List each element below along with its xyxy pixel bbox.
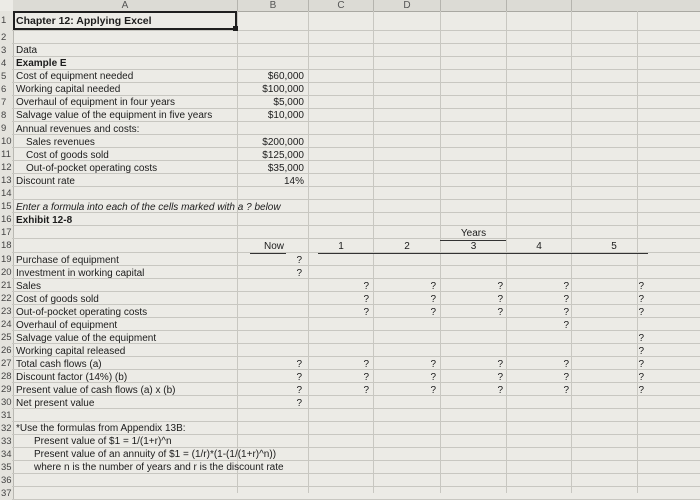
label-salvage-value[interactable]: Salvage value of the equipment (16, 333, 157, 344)
discount-value[interactable]: 14% (283, 176, 304, 187)
note-line-2[interactable]: Present value of $1 = 1/(1+r)^n (34, 436, 172, 447)
row-header[interactable]: 11 (0, 148, 14, 161)
row-header[interactable]: 8 (0, 109, 14, 122)
note-line-3[interactable]: Present value of an annuity of $1 = (1/r)*(1-(1/(1+r)^n)) (34, 449, 277, 460)
row-header[interactable]: 10 (0, 135, 14, 148)
period-now[interactable]: Now (263, 241, 284, 252)
formula-placeholder-cell[interactable]: ? (497, 385, 503, 396)
period-3[interactable]: 3 (470, 241, 477, 252)
column-header-b[interactable]: B (238, 0, 309, 12)
row-header[interactable]: 26 (0, 344, 14, 357)
row-header[interactable]: 17 (0, 226, 14, 239)
column-header-d[interactable]: D (374, 0, 441, 12)
formula-placeholder-cell[interactable]: ? (563, 359, 569, 370)
formula-placeholder-cell[interactable]: ? (638, 346, 644, 357)
formula-placeholder-cell[interactable]: ? (638, 385, 644, 396)
row-header[interactable]: 32 (0, 422, 14, 435)
row-header[interactable]: 34 (0, 448, 14, 461)
formula-placeholder-cell[interactable]: ? (296, 385, 302, 396)
row-header[interactable]: 27 (0, 357, 14, 370)
grid-line (12, 474, 700, 487)
grid-line (12, 409, 700, 422)
row-header[interactable]: 30 (0, 396, 14, 409)
period-1[interactable]: 1 (338, 241, 344, 252)
formula-placeholder-cell[interactable]: ? (497, 281, 503, 292)
row-header[interactable]: 24 (0, 318, 14, 331)
row-header[interactable]: 20 (0, 266, 14, 279)
formula-placeholder-cell[interactable]: ? (296, 372, 302, 383)
annual-label-oop[interactable]: Out-of-pocket operating costs (26, 163, 158, 174)
row-header[interactable]: 36 (0, 474, 14, 487)
row-header[interactable]: 25 (0, 331, 14, 344)
formula-placeholder-cell[interactable]: ? (363, 281, 369, 292)
row-header[interactable]: 33 (0, 435, 14, 448)
grid-line (12, 187, 700, 200)
input-value-overhaul[interactable]: $5,000 (273, 97, 304, 108)
row-header[interactable]: 15 (0, 200, 14, 213)
label-present-value-cash-flows[interactable]: Present value of cash flows (a) x (b) (16, 385, 176, 396)
fill-handle[interactable] (233, 26, 238, 31)
row-header[interactable]: 6 (0, 83, 14, 96)
label-discount-factor[interactable]: Discount factor (14%) (b) (16, 372, 128, 383)
formula-placeholder-cell[interactable]: ? (296, 359, 302, 370)
row-header[interactable]: 37 (0, 487, 14, 500)
label-sales[interactable]: Sales (16, 281, 42, 292)
row-header[interactable]: 5 (0, 70, 14, 83)
formula-placeholder-cell[interactable]: ? (296, 398, 302, 409)
row-header[interactable]: 23 (0, 305, 14, 318)
formula-placeholder-cell[interactable]: ? (638, 294, 644, 305)
label-cost-of-goods-sold[interactable]: Cost of goods sold (16, 294, 99, 305)
exhibit-label[interactable]: Exhibit 12-8 (16, 215, 73, 226)
formula-placeholder-cell[interactable]: ? (638, 281, 644, 292)
formula-placeholder-cell[interactable]: ? (430, 294, 436, 305)
label-investment-working-capital[interactable]: Investment in working capital (16, 268, 145, 279)
discount-label[interactable]: Discount rate (16, 176, 75, 187)
data-label[interactable]: Data (16, 45, 38, 56)
formula-placeholder-cell[interactable]: ? (430, 307, 436, 318)
formula-placeholder-cell[interactable]: ? (563, 307, 569, 318)
label-out-of-pocket-costs[interactable]: Out-of-pocket operating costs (16, 307, 148, 318)
formula-placeholder-cell[interactable]: ? (430, 385, 436, 396)
formula-placeholder-cell[interactable]: ? (430, 372, 436, 383)
formula-placeholder-cell[interactable]: ? (497, 372, 503, 383)
row-header[interactable]: 28 (0, 370, 14, 383)
period-5[interactable]: 5 (611, 241, 617, 252)
formula-placeholder-cell[interactable]: ? (363, 385, 369, 396)
row-header[interactable]: 1 (0, 11, 14, 31)
grid-line (12, 226, 700, 239)
row-header[interactable]: 13 (0, 174, 14, 187)
annual-label[interactable]: Annual revenues and costs: (16, 124, 140, 135)
input-value-equipment[interactable]: $60,000 (267, 71, 304, 82)
row-header[interactable]: 21 (0, 279, 14, 292)
formula-placeholder-cell[interactable]: ? (638, 359, 644, 370)
annual-value-oop[interactable]: $35,000 (267, 163, 304, 174)
annual-value-sales[interactable]: $200,000 (262, 137, 304, 148)
formula-placeholder-cell[interactable]: ? (638, 372, 644, 383)
column-header-a[interactable]: A (13, 0, 238, 12)
period-4[interactable]: 4 (536, 241, 542, 252)
formula-placeholder-cell[interactable]: ? (563, 281, 569, 292)
input-value-working-capital[interactable]: $100,000 (262, 84, 304, 95)
grid-line (12, 135, 700, 148)
label-working-capital-released[interactable]: Working capital released (16, 346, 126, 357)
formula-placeholder-cell[interactable]: ? (638, 307, 644, 318)
formula-placeholder-cell[interactable]: ? (363, 359, 369, 370)
annual-label-cogs[interactable]: Cost of goods sold (26, 150, 109, 161)
formula-placeholder-cell[interactable]: ? (563, 385, 569, 396)
input-label-equipment[interactable]: Cost of equipment needed (16, 71, 134, 82)
grid-line (12, 174, 700, 187)
row-header[interactable]: 31 (0, 409, 14, 422)
formula-placeholder-cell[interactable]: ? (497, 294, 503, 305)
annual-label-sales[interactable]: Sales revenues (26, 137, 95, 148)
instruction-text[interactable]: Enter a formula into each of the cells marked with a ? below (16, 202, 281, 213)
row-header[interactable]: 29 (0, 383, 14, 396)
formula-placeholder-cell[interactable]: ? (430, 359, 436, 370)
grid-line (12, 396, 700, 409)
period-2[interactable]: 2 (404, 241, 410, 252)
row-header[interactable]: 3 (0, 44, 14, 57)
grid-line (12, 487, 700, 500)
note-line-4[interactable]: where n is the number of years and r is the discount rate (34, 462, 284, 473)
example-label[interactable]: Example E (16, 58, 67, 69)
row-header[interactable]: 19 (0, 253, 14, 266)
row-header[interactable]: 22 (0, 292, 14, 305)
row-header[interactable]: 18 (0, 239, 14, 253)
annual-value-cogs[interactable]: $125,000 (262, 150, 304, 161)
row-header[interactable]: 4 (0, 57, 14, 70)
grid-line (12, 57, 700, 70)
years-header[interactable]: Years (460, 228, 487, 239)
grid-line (12, 148, 700, 161)
note-line-1[interactable]: *Use the formulas from Appendix 13B: (16, 423, 186, 434)
formula-placeholder-cell[interactable]: ? (430, 281, 436, 292)
formula-placeholder-cell[interactable]: ? (563, 320, 569, 331)
label-total-cash-flows[interactable]: Total cash flows (a) (16, 359, 102, 370)
formula-placeholder-cell[interactable]: ? (563, 294, 569, 305)
formula-placeholder-cell[interactable]: ? (497, 307, 503, 318)
row-header[interactable]: 12 (0, 161, 14, 174)
label-overhaul[interactable]: Overhaul of equipment (16, 320, 118, 331)
formula-placeholder-cell[interactable]: ? (296, 255, 302, 266)
grid-line (12, 44, 700, 57)
label-net-present-value[interactable]: Net present value (16, 398, 95, 409)
formula-placeholder-cell[interactable]: ? (363, 294, 369, 305)
formula-placeholder-cell[interactable]: ? (363, 372, 369, 383)
formula-placeholder-cell[interactable]: ? (296, 268, 302, 279)
formula-placeholder-cell[interactable]: ? (563, 372, 569, 383)
label-purchase-equipment[interactable]: Purchase of equipment (16, 255, 119, 266)
formula-placeholder-cell[interactable]: ? (638, 333, 644, 344)
grid-line (12, 213, 700, 226)
input-label-salvage[interactable]: Salvage value of the equipment in five years (16, 110, 213, 121)
row-header[interactable]: 16 (0, 213, 14, 226)
row-header[interactable]: 14 (0, 187, 14, 200)
formula-placeholder-cell[interactable]: ? (363, 307, 369, 318)
input-label-overhaul[interactable]: Overhaul of equipment in four years (16, 97, 175, 108)
column-header-c[interactable]: C (309, 0, 374, 12)
sheet-title[interactable]: Chapter 12: Applying Excel (16, 15, 152, 27)
input-label-working-capital[interactable]: Working capital needed (16, 84, 121, 95)
input-value-salvage[interactable]: $10,000 (267, 110, 304, 121)
row-header[interactable]: 2 (0, 31, 14, 44)
grid-line (12, 31, 700, 44)
formula-placeholder-cell[interactable]: ? (497, 359, 503, 370)
row-header[interactable]: 9 (0, 122, 14, 135)
row-header[interactable]: 35 (0, 461, 14, 474)
row-header[interactable]: 7 (0, 96, 14, 109)
